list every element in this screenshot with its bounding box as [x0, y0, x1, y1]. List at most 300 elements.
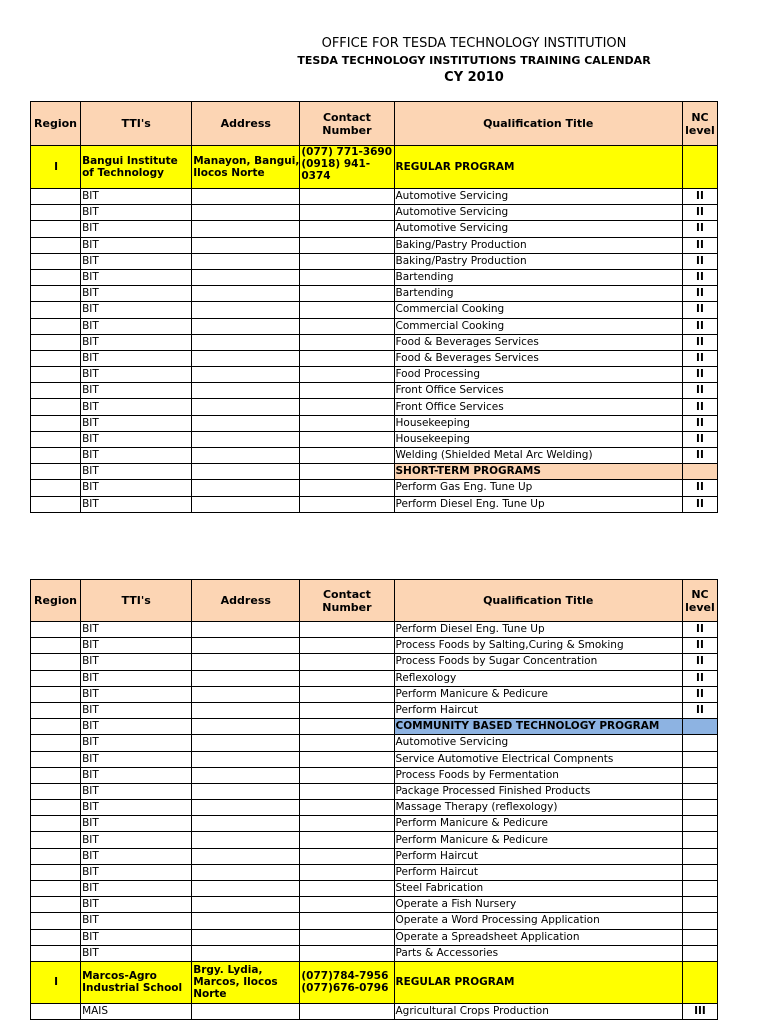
address-cell: [192, 816, 300, 832]
tti-cell: BIT: [81, 654, 192, 670]
tti-cell: BIT: [81, 318, 192, 334]
school-region: I: [31, 146, 81, 189]
school-name: Marcos-Agro Industrial School: [81, 961, 192, 1003]
qualification-cell: Baking/Pastry Production: [394, 237, 682, 253]
nc-level-cell: II: [682, 189, 717, 205]
contact-cell: [300, 767, 394, 783]
table-row: [31, 253, 718, 269]
tti-cell: BIT: [81, 221, 192, 237]
address-cell: [192, 496, 300, 512]
table-row: [31, 350, 718, 366]
tti-cell: BIT: [81, 897, 192, 913]
nc-level-cell: II: [682, 302, 717, 318]
contact-cell: [300, 1003, 394, 1019]
tti-cell: BIT: [81, 415, 192, 431]
nc-level-cell: II: [682, 383, 717, 399]
contact-cell: [300, 864, 394, 880]
contact-cell: [300, 269, 394, 285]
region-cell: [31, 1003, 81, 1019]
contact-cell: [300, 318, 394, 334]
region-cell: [31, 735, 81, 751]
contact-cell: [300, 881, 394, 897]
address-cell: [192, 334, 300, 350]
table-row: [31, 189, 718, 205]
address-cell: [192, 751, 300, 767]
address-cell: [192, 367, 300, 383]
qualification-cell: Steel Fabrication: [394, 881, 682, 897]
address-cell: [192, 638, 300, 654]
nc-level-cell: [682, 848, 717, 864]
nc-level-cell: II: [682, 638, 717, 654]
header-region: Region: [31, 580, 81, 622]
qualification-cell: Massage Therapy (reflexology): [394, 800, 682, 816]
address-cell: [192, 253, 300, 269]
qualification-cell: Process Foods by Fermentation: [394, 767, 682, 783]
table-row: [31, 1003, 718, 1019]
qualification-cell: Reflexology: [394, 670, 682, 686]
header-contact-number: Contact Number: [300, 102, 394, 146]
table-row: [31, 302, 718, 318]
contact-cell: [300, 800, 394, 816]
region-cell: [31, 189, 81, 205]
nc-level-cell: [682, 897, 717, 913]
qualification-cell: Process Foods by Salting,Curing & Smoking: [394, 638, 682, 654]
header-nc-level: NC level: [682, 102, 717, 146]
qualification-cell: Bartending: [394, 286, 682, 302]
table-row: [31, 334, 718, 350]
region-cell: [31, 464, 81, 480]
address-cell: [192, 480, 300, 496]
header-contact-number: Contact Number: [300, 580, 394, 622]
nc-level-cell: II: [682, 431, 717, 447]
qualification-cell: Perform Haircut: [394, 864, 682, 880]
region-cell: [31, 864, 81, 880]
table-row: [31, 367, 718, 383]
address-cell: [192, 205, 300, 221]
address-cell: [192, 864, 300, 880]
address-cell: [192, 735, 300, 751]
nc-level-cell: II: [682, 480, 717, 496]
qualification-cell: Bartending: [394, 269, 682, 285]
address-cell: [192, 431, 300, 447]
qualification-cell: Perform Diesel Eng. Tune Up: [394, 622, 682, 638]
address-cell: [192, 832, 300, 848]
tti-cell: BIT: [81, 945, 192, 961]
qualification-cell: Food Processing: [394, 367, 682, 383]
tti-cell: BIT: [81, 913, 192, 929]
contact-cell: [300, 929, 394, 945]
nc-level-cell: II: [682, 318, 717, 334]
nc-level-cell: [682, 800, 717, 816]
contact-cell: [300, 383, 394, 399]
tti-cell: BIT: [81, 269, 192, 285]
table-row: [31, 816, 718, 832]
qualification-cell: Operate a Fish Nursery: [394, 897, 682, 913]
address-cell: [192, 702, 300, 718]
header-qualification-title: Qualification Title: [394, 102, 682, 146]
region-cell: [31, 897, 81, 913]
table-row: [31, 205, 718, 221]
address-cell: [192, 286, 300, 302]
region-cell: [31, 800, 81, 816]
table-row: [31, 832, 718, 848]
nc-level-cell: II: [682, 286, 717, 302]
region-cell: [31, 237, 81, 253]
contact-cell: [300, 205, 394, 221]
table-row: [31, 686, 718, 702]
nc-level-cell: II: [682, 334, 717, 350]
region-cell: [31, 253, 81, 269]
contact-cell: [300, 431, 394, 447]
tti-cell: BIT: [81, 686, 192, 702]
region-cell: [31, 832, 81, 848]
region-cell: [31, 670, 81, 686]
contact-cell: [300, 302, 394, 318]
region-cell: [31, 751, 81, 767]
address-cell: [192, 1003, 300, 1019]
address-cell: [192, 945, 300, 961]
address-cell: [192, 350, 300, 366]
region-cell: [31, 816, 81, 832]
nc-level-cell: [682, 767, 717, 783]
region-cell: [31, 881, 81, 897]
qualification-cell: Welding (Shielded Metal Arc Welding): [394, 448, 682, 464]
tti-cell: BIT: [81, 205, 192, 221]
contact-cell: [300, 735, 394, 751]
address-cell: [192, 221, 300, 237]
qualification-cell: Operate a Spreadsheet Application: [394, 929, 682, 945]
table-row: [31, 399, 718, 415]
table-row: [31, 269, 718, 285]
qualification-cell: Food & Beverages Services: [394, 334, 682, 350]
tti-cell: BIT: [81, 189, 192, 205]
tti-cell: BIT: [81, 751, 192, 767]
region-cell: [31, 302, 81, 318]
nc-level-cell: II: [682, 448, 717, 464]
table-row: [31, 913, 718, 929]
tti-cell: BIT: [81, 702, 192, 718]
tti-cell: BIT: [81, 286, 192, 302]
contact-cell: [300, 638, 394, 654]
contact-cell: [300, 480, 394, 496]
nc-level-cell: [682, 913, 717, 929]
region-cell: [31, 638, 81, 654]
school-row-marcos: [31, 961, 718, 1003]
table-row: [31, 237, 718, 253]
header-address: Address: [192, 580, 300, 622]
qualification-cell: Perform Haircut: [394, 848, 682, 864]
training-calendar-table-2: [30, 579, 718, 1020]
nc-level-cell: [682, 783, 717, 799]
address-cell: [192, 383, 300, 399]
address-cell: [192, 622, 300, 638]
region-cell: [31, 702, 81, 718]
school-nc: [682, 961, 717, 1003]
address-cell: [192, 415, 300, 431]
contact-cell: [300, 448, 394, 464]
table-row: [31, 881, 718, 897]
tti-cell: BIT: [81, 350, 192, 366]
qualification-cell: Perform Gas Eng. Tune Up: [394, 480, 682, 496]
table-row: [31, 800, 718, 816]
nc-level-cell: II: [682, 253, 717, 269]
qualification-cell: COMMUNITY BASED TECHNOLOGY PROGRAM: [394, 719, 682, 735]
region-cell: [31, 686, 81, 702]
tti-cell: BIT: [81, 832, 192, 848]
tti-cell: BIT: [81, 622, 192, 638]
nc-level-cell: II: [682, 221, 717, 237]
address-cell: [192, 848, 300, 864]
table-row: [31, 622, 718, 638]
table-row: [31, 286, 718, 302]
table-row: [31, 431, 718, 447]
address-cell: [192, 670, 300, 686]
address-cell: [192, 686, 300, 702]
address-cell: [192, 399, 300, 415]
contact-cell: [300, 367, 394, 383]
region-cell: [31, 913, 81, 929]
table-row: [31, 783, 718, 799]
tti-cell: BIT: [81, 302, 192, 318]
address-cell: [192, 719, 300, 735]
tti-cell: BIT: [81, 783, 192, 799]
table-row: [31, 702, 718, 718]
qualification-cell: Perform Haircut: [394, 702, 682, 718]
region-cell: [31, 945, 81, 961]
qualification-cell: Perform Manicure & Pedicure: [394, 832, 682, 848]
address-cell: [192, 189, 300, 205]
contact-cell: [300, 719, 394, 735]
table-row: [31, 415, 718, 431]
qualification-cell: Perform Diesel Eng. Tune Up: [394, 496, 682, 512]
table-row: [31, 654, 718, 670]
contact-cell: [300, 464, 394, 480]
header-address: Address: [192, 102, 300, 146]
school-row-bangui: [31, 146, 718, 189]
table-row: [31, 638, 718, 654]
program-heading: REGULAR PROGRAM: [394, 961, 682, 1003]
nc-level-cell: II: [682, 702, 717, 718]
address-cell: [192, 318, 300, 334]
table-row: [31, 767, 718, 783]
qualification-cell: Commercial Cooking: [394, 302, 682, 318]
table-row: [31, 670, 718, 686]
region-cell: [31, 415, 81, 431]
qualification-cell: Operate a Word Processing Application: [394, 913, 682, 929]
region-cell: [31, 334, 81, 350]
table-row: [31, 496, 718, 512]
contact-cell: [300, 654, 394, 670]
region-cell: [31, 205, 81, 221]
table-row: [31, 929, 718, 945]
school-contact: (077) 771-3690 (0918) 941-0374: [300, 146, 394, 189]
region-cell: [31, 367, 81, 383]
contact-cell: [300, 897, 394, 913]
nc-level-cell: II: [682, 367, 717, 383]
tti-cell: BIT: [81, 767, 192, 783]
tti-cell: BIT: [81, 399, 192, 415]
region-cell: [31, 431, 81, 447]
nc-level-cell: [682, 719, 717, 735]
nc-level-cell: [682, 816, 717, 832]
contact-cell: [300, 334, 394, 350]
contact-cell: [300, 702, 394, 718]
training-calendar-table-1: [30, 101, 718, 513]
contact-cell: [300, 848, 394, 864]
nc-level-cell: [682, 929, 717, 945]
nc-level-cell: II: [682, 670, 717, 686]
contact-cell: [300, 350, 394, 366]
contact-cell: [300, 670, 394, 686]
program-heading: REGULAR PROGRAM: [394, 146, 682, 189]
address-cell: [192, 464, 300, 480]
qualification-cell: Parts & Accessories: [394, 945, 682, 961]
tti-cell: BIT: [81, 800, 192, 816]
tti-cell: MAIS: [81, 1003, 192, 1019]
qualification-cell: Agricultural Crops Production: [394, 1003, 682, 1019]
qualification-cell: Front Office Services: [394, 399, 682, 415]
tti-cell: BIT: [81, 881, 192, 897]
nc-level-cell: II: [682, 496, 717, 512]
school-address: Brgy. Lydia, Marcos, Ilocos Norte: [192, 961, 300, 1003]
table-row: [31, 383, 718, 399]
contact-cell: [300, 622, 394, 638]
qualification-cell: Baking/Pastry Production: [394, 253, 682, 269]
address-cell: [192, 913, 300, 929]
region-cell: [31, 719, 81, 735]
nc-level-cell: II: [682, 622, 717, 638]
table-row: [31, 735, 718, 751]
tti-cell: BIT: [81, 864, 192, 880]
tti-cell: BIT: [81, 383, 192, 399]
nc-level-cell: [682, 735, 717, 751]
address-cell: [192, 800, 300, 816]
address-cell: [192, 767, 300, 783]
document-subtitle: TESDA TECHNOLOGY INSTITUTIONS TRAINING CALENDAR: [297, 54, 651, 67]
tti-cell: BIT: [81, 496, 192, 512]
tti-cell: BIT: [81, 848, 192, 864]
qualification-cell: Service Automotive Electrical Compnents: [394, 751, 682, 767]
tti-cell: BIT: [81, 480, 192, 496]
contact-cell: [300, 237, 394, 253]
tti-cell: BIT: [81, 670, 192, 686]
nc-level-cell: II: [682, 415, 717, 431]
contact-cell: [300, 286, 394, 302]
nc-level-cell: II: [682, 350, 717, 366]
header-ttis: TTI's: [81, 580, 192, 622]
contact-cell: [300, 783, 394, 799]
qualification-cell: Housekeeping: [394, 431, 682, 447]
region-cell: [31, 496, 81, 512]
header-qualification-title: Qualification Title: [394, 580, 682, 622]
table-row: [31, 719, 718, 735]
tti-cell: BIT: [81, 253, 192, 269]
address-cell: [192, 897, 300, 913]
table-row: [31, 464, 718, 480]
region-cell: [31, 350, 81, 366]
region-cell: [31, 783, 81, 799]
calendar-year: CY 2010: [444, 70, 504, 85]
header-ttis: TTI's: [81, 102, 192, 146]
nc-level-cell: III: [682, 1003, 717, 1019]
nc-level-cell: [682, 832, 717, 848]
address-cell: [192, 448, 300, 464]
region-cell: [31, 480, 81, 496]
qualification-cell: Automotive Servicing: [394, 205, 682, 221]
region-cell: [31, 929, 81, 945]
document-title: OFFICE FOR TESDA TECHNOLOGY INSTITUTION: [321, 36, 627, 51]
contact-cell: [300, 415, 394, 431]
qualification-cell: Automotive Servicing: [394, 221, 682, 237]
header-nc-level: NC level: [682, 580, 717, 622]
school-name: Bangui Institute of Technology: [81, 146, 192, 189]
table-row: [31, 945, 718, 961]
tti-cell: BIT: [81, 735, 192, 751]
qualification-cell: Process Foods by Sugar Concentration: [394, 654, 682, 670]
table-row: [31, 864, 718, 880]
contact-cell: [300, 686, 394, 702]
qualification-cell: SHORT-TERM PROGRAMS: [394, 464, 682, 480]
region-cell: [31, 286, 81, 302]
address-cell: [192, 929, 300, 945]
tti-cell: BIT: [81, 929, 192, 945]
address-cell: [192, 783, 300, 799]
contact-cell: [300, 189, 394, 205]
qualification-cell: Automotive Servicing: [394, 735, 682, 751]
table-row: [31, 751, 718, 767]
region-cell: [31, 848, 81, 864]
region-cell: [31, 448, 81, 464]
qualification-cell: Housekeeping: [394, 415, 682, 431]
address-cell: [192, 881, 300, 897]
nc-level-cell: [682, 464, 717, 480]
nc-level-cell: II: [682, 237, 717, 253]
nc-level-cell: II: [682, 205, 717, 221]
nc-level-cell: [682, 881, 717, 897]
tti-cell: BIT: [81, 719, 192, 735]
qualification-cell: Perform Manicure & Pedicure: [394, 686, 682, 702]
tti-cell: BIT: [81, 448, 192, 464]
contact-cell: [300, 816, 394, 832]
contact-cell: [300, 913, 394, 929]
contact-cell: [300, 751, 394, 767]
nc-level-cell: II: [682, 654, 717, 670]
qualification-cell: Commercial Cooking: [394, 318, 682, 334]
header-region: Region: [31, 102, 81, 146]
qualification-cell: Front Office Services: [394, 383, 682, 399]
region-cell: [31, 221, 81, 237]
nc-level-cell: II: [682, 686, 717, 702]
nc-level-cell: [682, 751, 717, 767]
qualification-cell: Automotive Servicing: [394, 189, 682, 205]
nc-level-cell: [682, 945, 717, 961]
address-cell: [192, 302, 300, 318]
qualification-cell: Perform Manicure & Pedicure: [394, 816, 682, 832]
tti-cell: BIT: [81, 431, 192, 447]
region-cell: [31, 269, 81, 285]
qualification-cell: Food & Beverages Services: [394, 350, 682, 366]
contact-cell: [300, 399, 394, 415]
tti-cell: BIT: [81, 638, 192, 654]
contact-cell: [300, 832, 394, 848]
school-region: I: [31, 961, 81, 1003]
region-cell: [31, 399, 81, 415]
region-cell: [31, 318, 81, 334]
address-cell: [192, 237, 300, 253]
address-cell: [192, 654, 300, 670]
table-row: [31, 448, 718, 464]
table-row: [31, 221, 718, 237]
